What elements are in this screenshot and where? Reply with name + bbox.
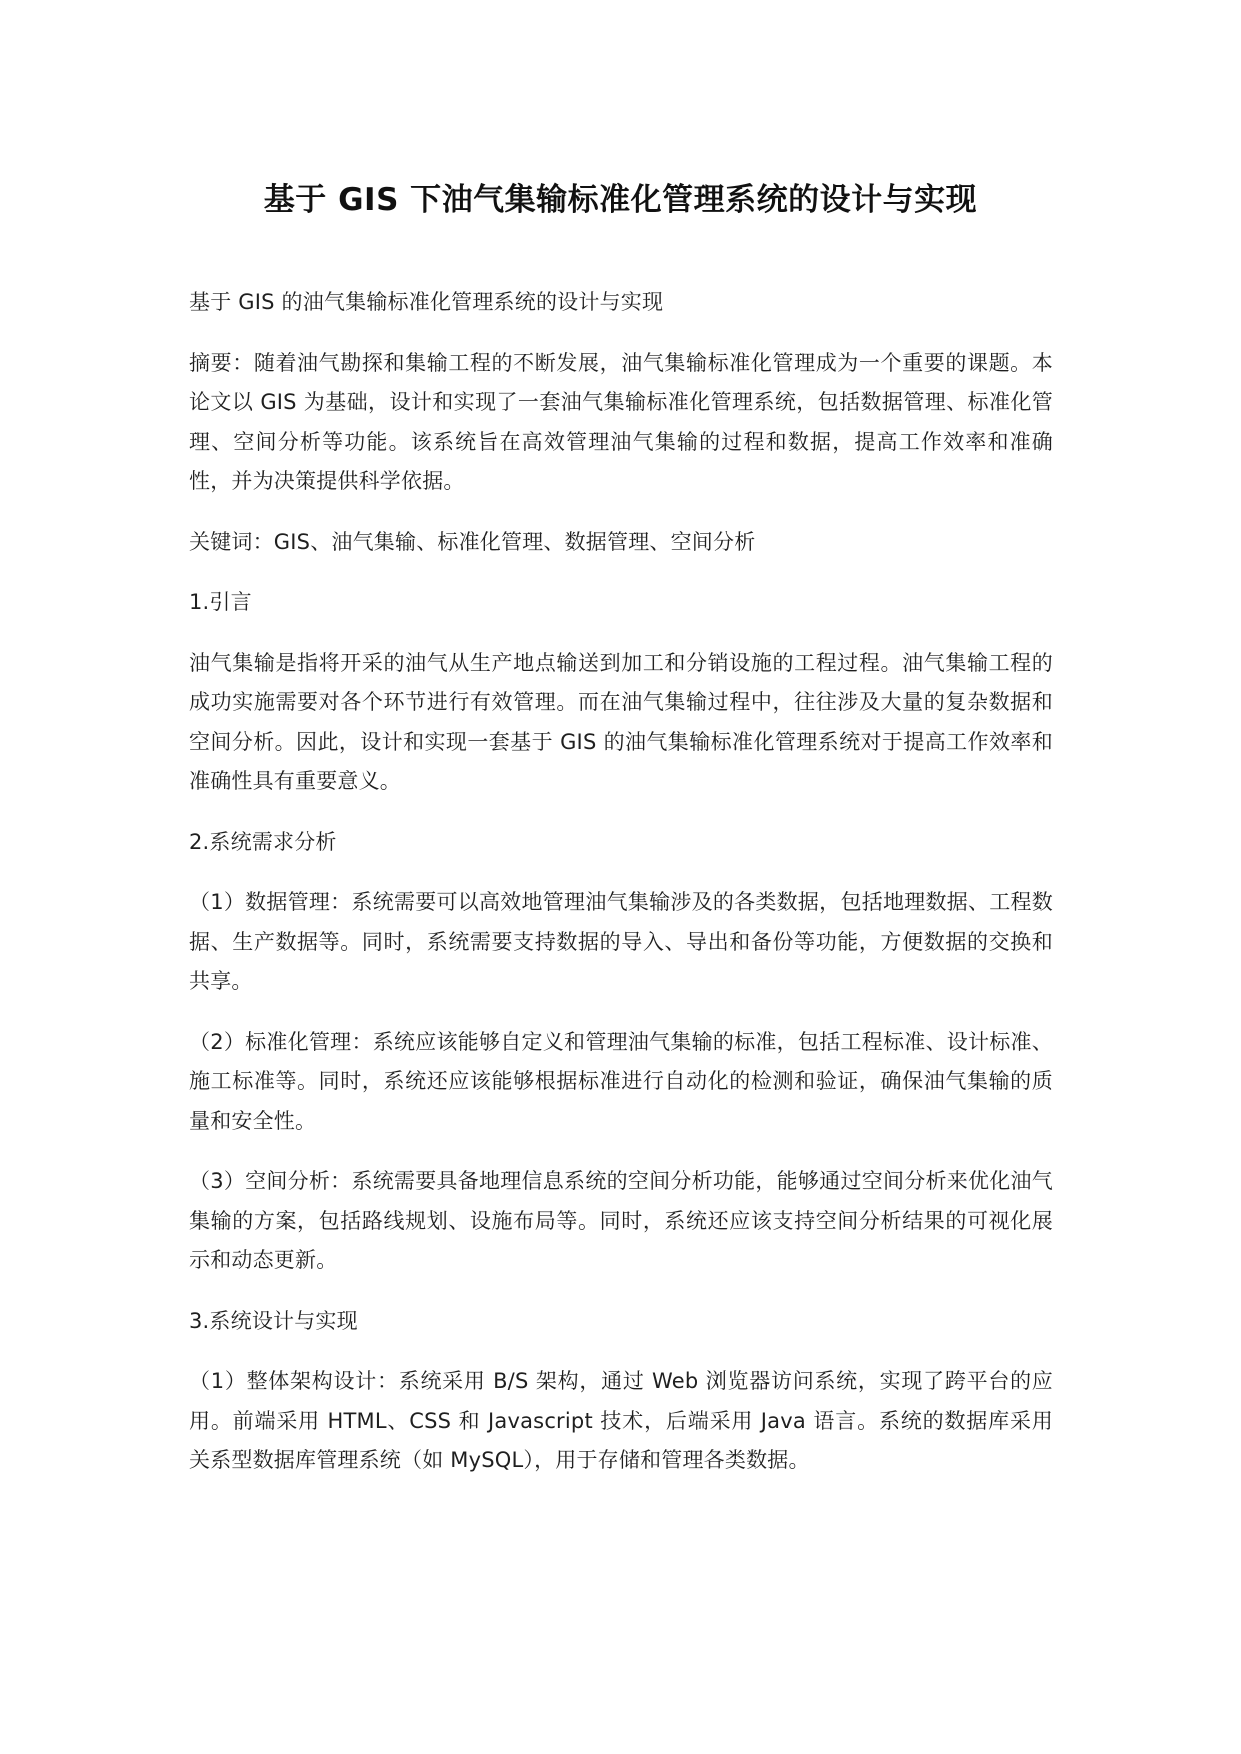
subtitle-paragraph: 基于 GIS 的油气集输标准化管理系统的设计与实现 (189, 290, 664, 314)
abstract-paragraph: 摘要：随着油气勘探和集输工程的不断发展，油气集输标准化管理成为一个重要的课题。本论文以 GIS 为基础，设计和实现了一套油气集输标准化管理系统，包括数据管理、标准化管理、空间分析等功能。该系统旨在高效管理油气集输的过程和数据，提高工作效率和准确性，并为决策提供科学依据。 (189, 350, 1053, 493)
document-title: 基于 GIS 下油气集输标准化管理系统的设计与实现 (263, 182, 978, 218)
requirement-data-management: （1）数据管理：系统需要可以高效地管理油气集输涉及的各类数据，包括地理数据、工程数据、生产数据等。同时，系统需要支持数据的导入、导出和备份等功能，方便数据的交换和共享。 (189, 890, 1053, 993)
keywords-paragraph: 关键词：GIS、油气集输、标准化管理、数据管理、空间分析 (189, 529, 756, 554)
introduction-paragraph: 油气集输是指将开采的油气从生产地点输送到加工和分销设施的工程过程。油气集输工程的成功实施需要对各个环节进行有效管理。而在油气集输过程中，往往涉及大量的复杂数据和空间分析。因此，设计和实现一套基于 GIS 的油气集输标准化管理系统对于提高工作效率和准确性具有重要意义。 (189, 650, 1053, 793)
section-heading-design: 3.系统设计与实现 (189, 1308, 358, 1333)
requirement-standardization: （2）标准化管理：系统应该能够自定义和管理油气集输的标准，包括工程标准、设计标准、施工标准等。同时，系统还应该能够根据标准进行自动化的检测和验证，确保油气集输的质量和安全性。 (189, 1029, 1053, 1133)
section-heading-introduction: 1.引言 (189, 590, 252, 614)
section-heading-requirements: 2.系统需求分析 (189, 829, 337, 854)
document-body (189, 283, 1053, 1502)
requirement-spatial-analysis: （3）空间分析：系统需要具备地理信息系统的空间分析功能，能够通过空间分析来优化油气集输的方案，包括路线规划、设施布局等。同时，系统还应该支持空间分析结果的可视化展示和动态更新。 (189, 1169, 1053, 1272)
design-architecture-paragraph: （1）整体架构设计：系统采用 B/S 架构，通过 Web 浏览器访问系统，实现了跨平台的应用。前端采用 HTML、CSS 和 Javascript 技术，后端采用 Java 语言。系统的数据库采用关系型数据库管理系统（如 MySQL），用于存储和管理各类数据。 (189, 1369, 1053, 1472)
